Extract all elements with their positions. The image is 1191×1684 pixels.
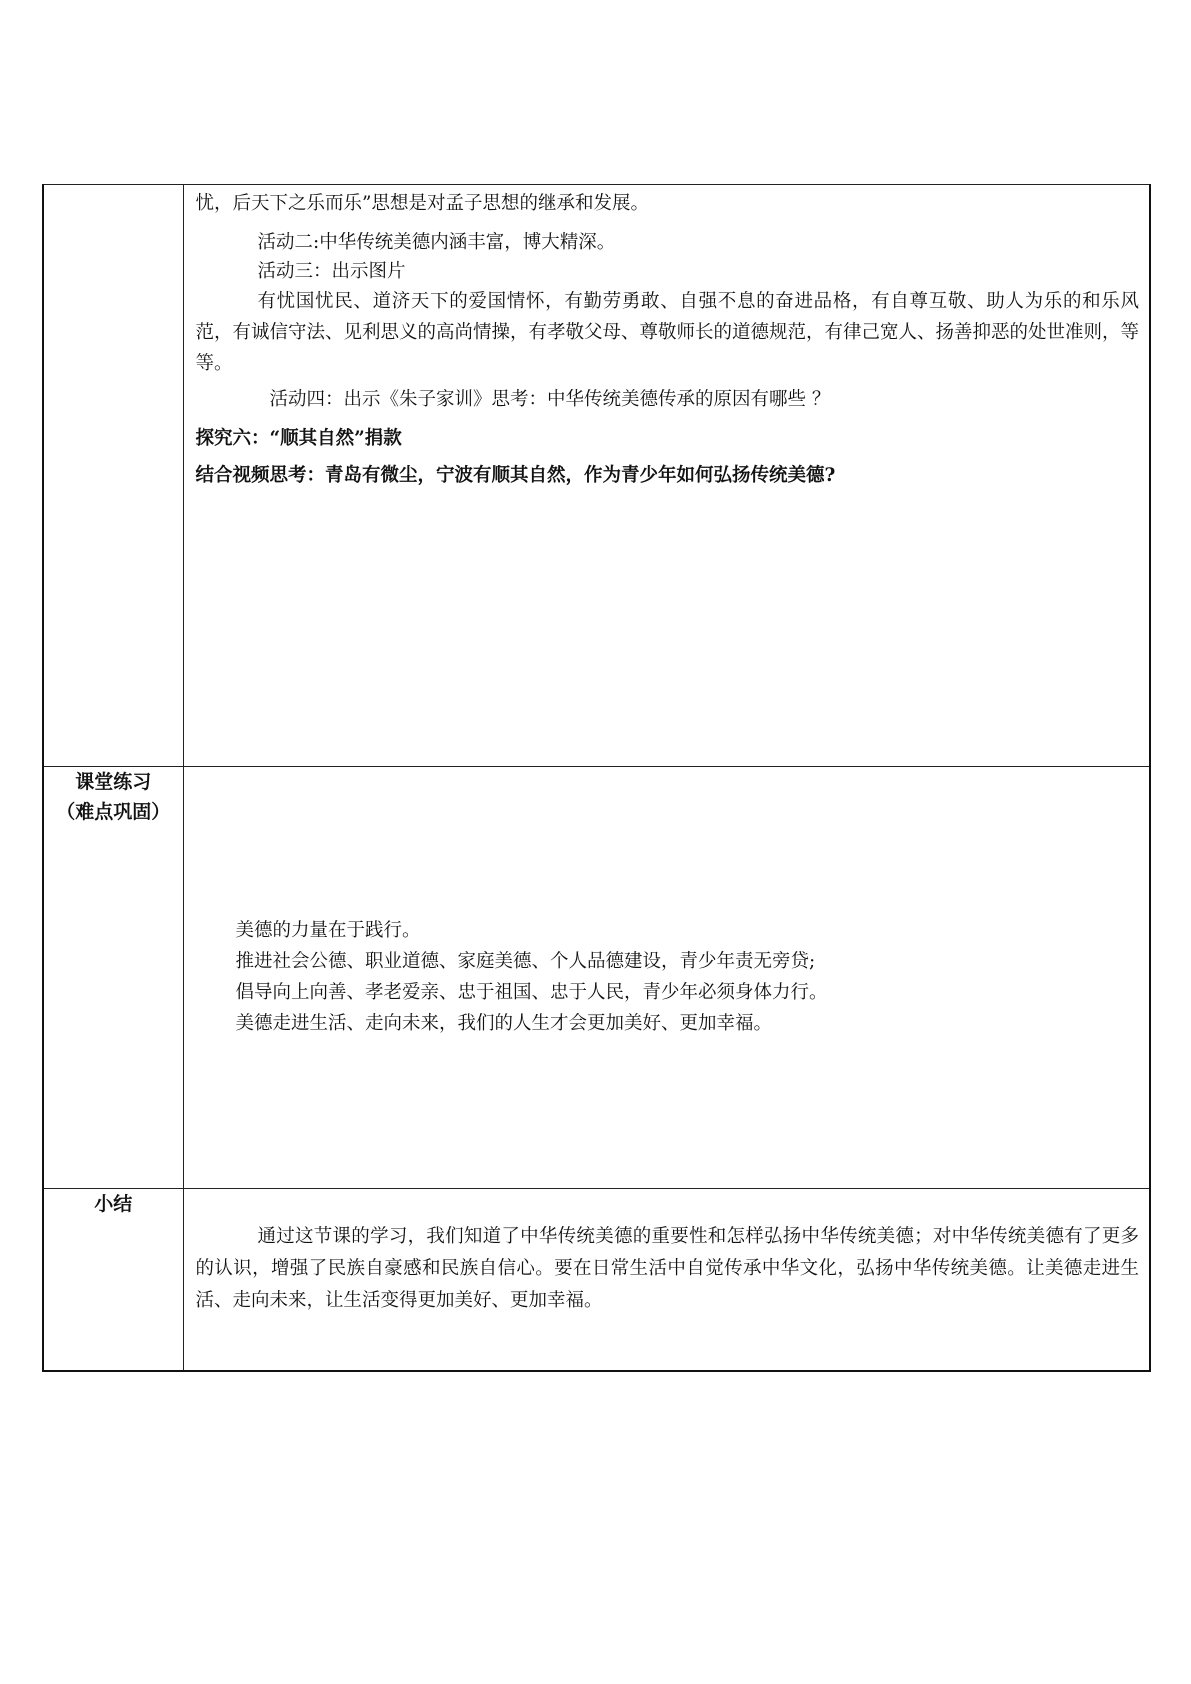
- row1-content-cell: [183, 185, 1150, 767]
- practice-line-3: 倡导向上向善、孝老爱亲、忠于祖国、忠于人民，青少年必须身体力行。: [235, 982, 828, 1003]
- row2-label-line2: （难点巩固）: [56, 801, 171, 823]
- summary-paragraph: 通过这节课的学习，我们知道了中华传统美德的重要性和怎样弘扬中华传统美德；对中华传统美德有了更多的认识，增强了民族自豪感和民族自信心。要在日常生活中自觉传承中华文化，弘扬中华传统美德。让美德走进生活、走向未来，让生活变得更加美好、更加幸福。: [195, 1226, 1139, 1311]
- practice-line-2: 推进社会公德、职业道德、家庭美德、个人品德建设，青少年责无旁贷;: [235, 951, 816, 972]
- row-summary: [43, 1189, 1150, 1371]
- activity-three: 活动三：出示图片: [257, 261, 406, 282]
- practice-line-1: 美德的力量在于践行。: [235, 920, 421, 941]
- row1-label-cell: [43, 185, 183, 767]
- row-classroom-practice: [43, 767, 1150, 1189]
- continuation-line: 忧，后天下之乐而乐”思想是对孟子思想的继承和发展。: [195, 193, 649, 214]
- inquiry-six-heading: 探究六：“顺其自然”捐款: [195, 428, 402, 449]
- row2-label-cell: [43, 767, 183, 1189]
- activity-four: 活动四：出示《朱子家训》思考：中华传统美德传承的原因有哪些 ？: [269, 389, 831, 410]
- row2-label-line1: 课堂练习: [75, 771, 152, 793]
- row3-content-cell: [183, 1189, 1150, 1371]
- row2-content-cell: [183, 767, 1150, 1189]
- activity-two: 活动二:中华传统美德内涵丰富，博大精深。: [257, 232, 616, 253]
- virtues-paragraph: 有忧国忧民、道济天下的爱国情怀，有勤劳勇敢、自强不息的奋进品格，有自尊互敬、助人为乐的和乐风范，有诚信守法、见利思义的高尚情操，有孝敬父母、尊敬师长的道德规范，有律己宽人、扬善抑恶的处世准则，等等。: [195, 291, 1140, 374]
- lesson-plan-table: [42, 184, 1151, 1372]
- row3-label-cell: [43, 1189, 183, 1371]
- video-question: 结合视频思考：青岛有微尘，宁波有顺其自然，作为青少年如何弘扬传统美德?: [195, 465, 836, 486]
- row-teaching-process: [43, 185, 1150, 767]
- practice-line-4: 美德走进生活、走向未来，我们的人生才会更加美好、更加幸福。: [235, 1013, 773, 1034]
- summary-label: 小结: [94, 1193, 133, 1215]
